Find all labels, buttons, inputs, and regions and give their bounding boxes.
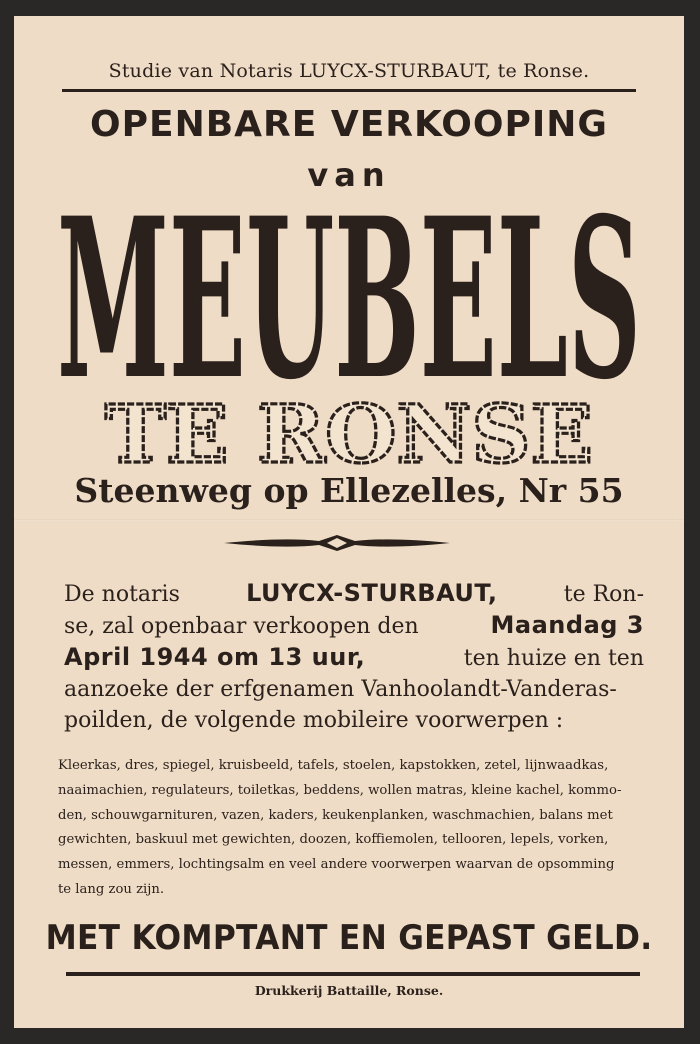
te-ronse-text: TE RONSE (105, 392, 593, 472)
te-ronse-title (99, 392, 599, 472)
meubels-text: MEUBELS (57, 194, 641, 394)
top-rule (62, 89, 636, 92)
bottom-rule (66, 972, 640, 976)
sale-heading: OPENBARE VERKOOPING (90, 104, 608, 145)
van-word: van (307, 156, 391, 194)
paper-fold (14, 519, 684, 521)
announcement-line-3: April 1944 om 13 uur, ten huize en ten (64, 643, 644, 671)
items-line: naaimachien, regulateurs, toiletkas, beddens, wollen matras, kleine kachel, kommo- (58, 782, 622, 798)
items-line: messen, emmers, lochtingsalm en veel andere voorwerpen waarvan de opsomming (58, 857, 615, 873)
address-line: Steenweg op Ellezelles, Nr 55 (74, 471, 624, 510)
ornament-divider (224, 532, 450, 554)
sale-date-time: April 1944 om 13 uur, (64, 643, 366, 671)
sale-day: Maandag 3 (490, 611, 644, 639)
items-line: gewichten, baskuul met gewichten, doozen, koffiemolen, tellooren, lepels, vorken, (58, 832, 609, 848)
announcement (64, 578, 644, 736)
announcement-line-1: De notaris LUYCX-STURBAUT, te Ron- (64, 579, 644, 607)
items-line: den, schouwgarnituren, vazen, kaders, keukenplanken, waschmachien, balans met (58, 807, 613, 823)
poster (14, 16, 684, 1028)
announcement-line-2: se, zal openbaar verkoopen den Maandag 3 (64, 611, 644, 639)
items-list (58, 754, 642, 903)
payment-terms: MET KOMPTANT EN GEPAST GELD. (45, 918, 653, 958)
notary-name: LUYCX-STURBAUT, (246, 579, 498, 607)
announcement-line-4: aanzoeke der erfgenamen Vanhoolandt-Vanderas- (64, 677, 617, 702)
items-line: Kleerkas, dres, spiegel, kruisbeeld, tafels, stoelen, kapstokken, zetel, lijnwaadkas, (58, 758, 609, 773)
printer-credit: Drukkerij Battaille, Ronse. (254, 983, 444, 998)
studio-heading: Studie van Notaris LUYCX-STURBAUT, te Ronse. (108, 60, 590, 82)
items-line: te lang zou zijn. (58, 881, 165, 897)
meubels-title (54, 194, 644, 394)
announcement-line-5: poilden, de volgende mobileire voorwerpen : (64, 708, 564, 733)
